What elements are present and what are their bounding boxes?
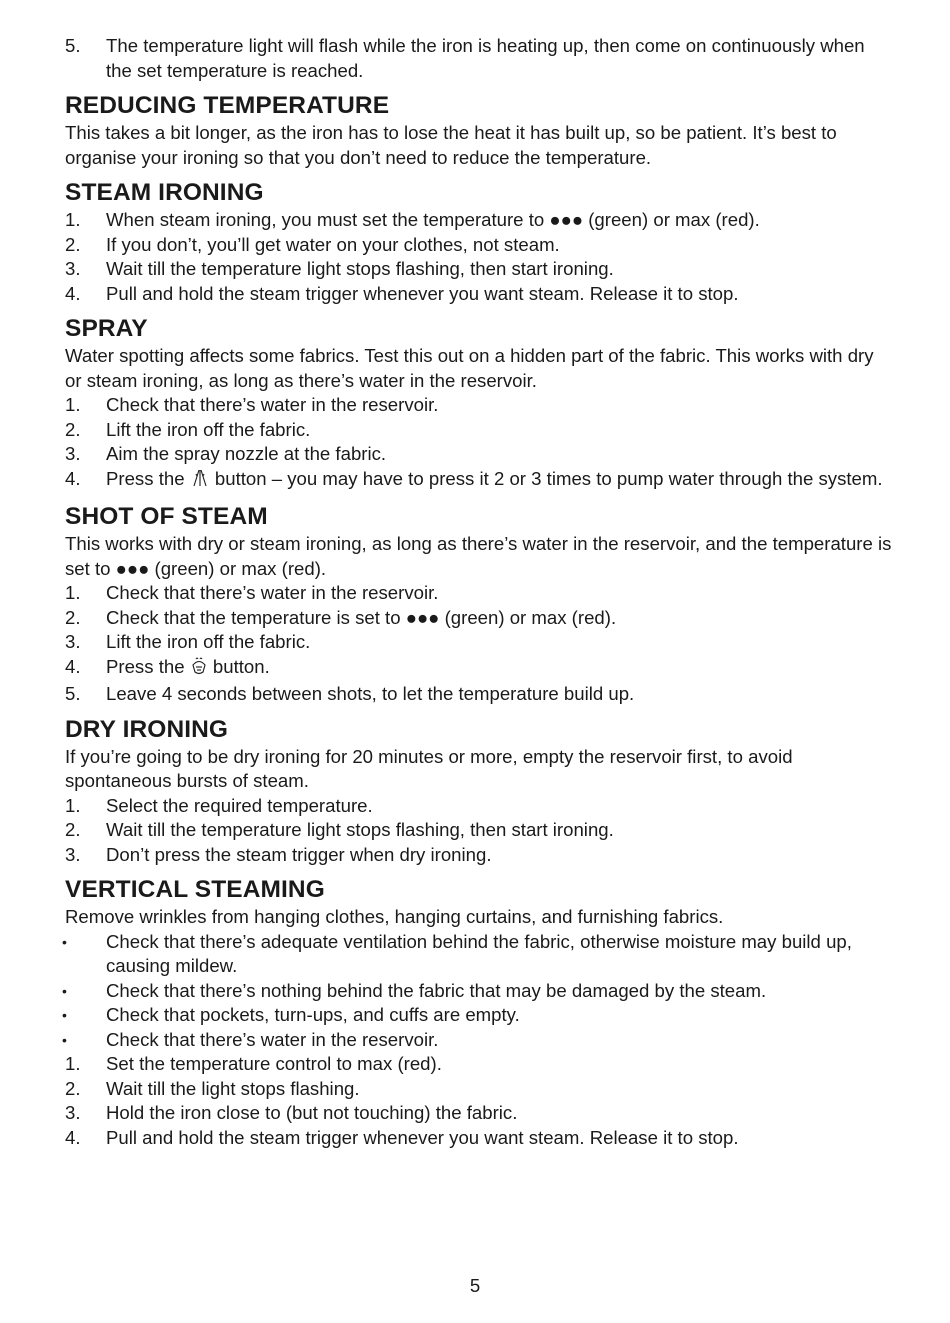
step-text: Hold the iron close to (but not touching) the fabric. [106,1102,518,1123]
step-number: 2. [65,606,81,628]
step-text: Wait till the light stops flashing. [106,1077,360,1099]
step-text: Press the [106,655,190,677]
temperature-dots-icon: ●●● [115,557,150,579]
paragraph-text: This works with dry or steam ironing, as long as there’s water in the reservoir, and the temperature is set to [65,533,892,579]
bullet-item [62,979,895,1004]
section-paragraph: If you’re going to be dry ironing for 20 minutes or more, empty the reservoir first, to avoid spontaneous bursts of steam. [65,745,793,791]
step-number: 2. [65,819,81,840]
section-dry-ironing [65,715,895,868]
step-text: When steam ironing, you must set the temperature to [106,209,550,230]
bullet-icon: • [62,1031,67,1048]
bullet-item [62,1003,895,1028]
section-vertical-steaming [62,875,895,1150]
section-heading: SHOT OF STEAM [65,503,268,530]
step-text: Set the temperature control to max (red). [106,1053,442,1074]
step-text: Pull and hold the steam trigger whenever you want steam. Release it to stop. [106,1126,739,1148]
list-item [65,1077,895,1102]
step-text: (green) or max (red). [439,606,617,628]
list-item [65,257,895,282]
bullet-text: Check that there’s adequate ventilation behind the fabric, otherwise moisture may build up, causing mildew. [106,930,852,976]
step-text: If you don’t, you’ll get water on your clothes, not steam. [106,233,560,255]
section-paragraph: Water spotting affects some fabrics. Test this out on a hidden part of the fabric. This works with dry or steam ironing, as long as there’s water in the reservoir. [65,345,874,391]
list-item [65,682,895,707]
section-heading: VERTICAL STEAMING [65,876,325,903]
step-text: Pull and hold the steam trigger whenever you want steam. Release it to stop. [106,282,739,304]
section-heading: STEAM IRONING [65,179,264,206]
step-number: 3. [65,443,81,464]
intro-step [65,34,895,83]
step-text: Select the required temperature. [106,794,373,816]
step-text: Check that the temperature is set to [106,606,406,628]
step-number: 4. [65,655,81,677]
step-text: Press the [106,467,190,489]
step-text: Wait till the temperature light stops flashing, then start ironing. [106,819,614,840]
step-text: button. [207,655,270,677]
temperature-dots-icon: ●●● [549,209,584,230]
bullet-text: Check that there’s nothing behind the fabric that may be damaged by the steam. [106,979,767,1001]
section-steam-ironing [65,178,895,306]
section-spray [65,314,895,494]
list-item [65,208,895,233]
section-heading: SPRAY [65,315,148,342]
step-text: Leave 4 seconds between shots, to let the temperature build up. [106,683,635,704]
step-number: 5. [65,35,81,56]
step-number: 2. [65,233,81,255]
page-number: 5 [469,1275,481,1296]
document-page [62,34,895,1150]
step-text: The temperature light will flash while the iron is heating up, then come on continuously when the set temperature is reached. [106,35,865,81]
list-item [65,794,895,819]
list-item [65,233,895,258]
section-heading: REDUCING TEMPERATURE [65,92,390,119]
spray-icon [190,468,210,495]
bullet-item [62,1028,895,1053]
section-paragraph: Remove wrinkles from hanging clothes, hanging curtains, and furnishing fabrics. [65,906,724,927]
step-number: 3. [65,843,81,865]
list-item [65,843,895,868]
step-number: 3. [65,1102,81,1123]
bullet-item [62,930,895,979]
list-item [65,1052,895,1077]
step-number: 4. [65,282,81,304]
section-heading: DRY IRONING [65,715,229,743]
step-text: button – you may have to press it 2 or 3 times to pump water through the system. [209,467,883,489]
step-text: Check that there’s water in the reservoir. [106,582,439,603]
step-number: 1. [65,794,81,816]
section-shot-of-steam [65,502,895,707]
step-number: 3. [65,631,81,652]
temperature-dots-icon: ●●● [405,606,440,628]
step-number: 1. [65,582,81,603]
bullet-text: Check that pockets, turn-ups, and cuffs are empty. [106,1004,520,1025]
list-item [65,418,895,443]
step-text: (green) or max (red). [583,209,760,230]
bullet-icon: • [62,1007,67,1023]
list-item [65,1126,895,1151]
step-number: 1. [65,209,81,230]
step-text: Wait till the temperature light stops flashing, then start ironing. [106,258,614,279]
list-item [65,606,895,631]
list-item [65,393,895,418]
bullet-icon: • [62,933,67,950]
step-number: 1. [65,1053,81,1074]
bullet-icon: • [62,982,67,999]
bullet-text: Check that there’s water in the reservoir. [106,1028,439,1050]
list-item [65,282,895,307]
list-item [65,630,895,655]
section-reducing-temperature [65,91,895,170]
step-text: Don’t press the steam trigger when dry ironing. [106,843,492,865]
step-number: 4. [65,467,81,489]
step-text: Check that there’s water in the reservoir. [106,394,439,415]
steam-shot-icon [190,656,208,683]
section-paragraph [65,532,895,581]
list-item [65,442,895,467]
step-number: 2. [65,1077,81,1099]
step-text: Aim the spray nozzle at the fabric. [106,443,387,464]
step-number: 1. [65,394,81,415]
step-number: 5. [65,683,81,704]
step-number: 4. [65,1126,81,1148]
section-paragraph: This takes a bit longer, as the iron has to lose the heat it has built up, so be patient. It’s best to organise your ironing so that you don’t need to reduce the temperature. [65,122,837,168]
paragraph-text: (green) or max (red). [149,557,327,579]
list-item [65,581,895,606]
list-item [65,655,895,683]
list-item [65,818,895,843]
step-text: Lift the iron off the fabric. [106,418,311,440]
step-text: Lift the iron off the fabric. [106,631,311,652]
step-number: 2. [65,418,81,440]
list-item [65,467,895,495]
step-number: 3. [65,258,81,279]
list-item [65,1101,895,1126]
